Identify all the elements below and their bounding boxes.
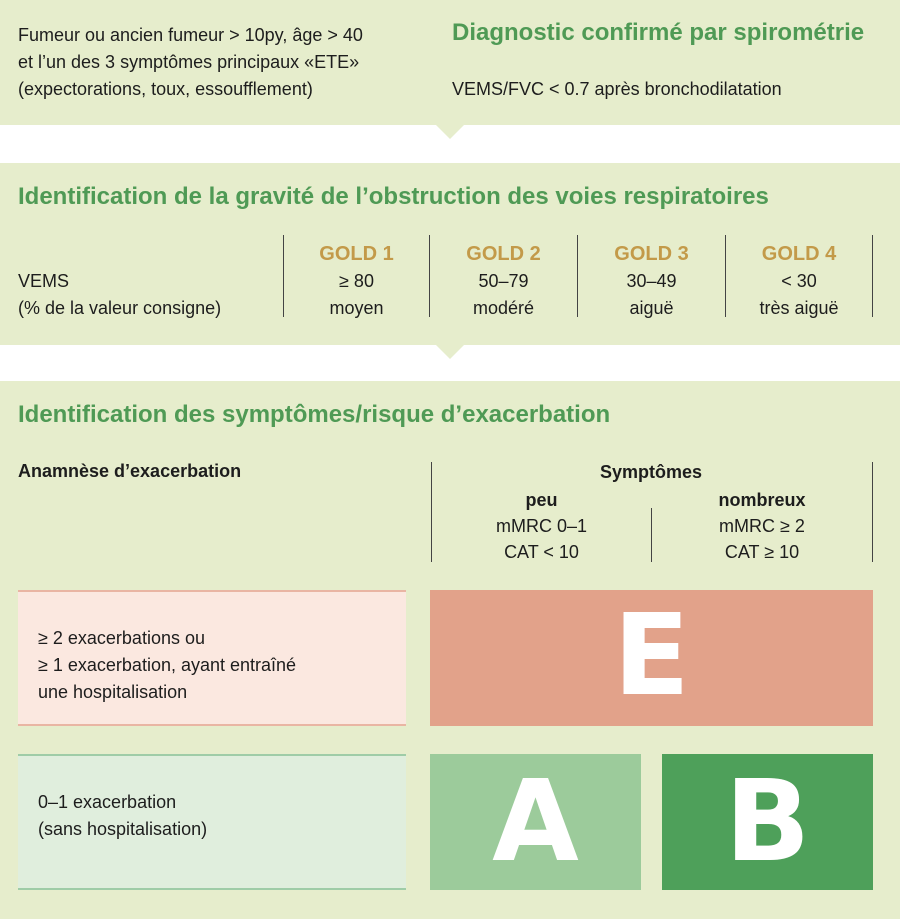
severity-title: Identification de la gravité de l’obstruction des voies respiratoires	[18, 183, 769, 210]
symptoms-few-label: peu	[525, 490, 558, 510]
criteria-line: Fumeur ou ancien fumeur > 10py, âge > 40	[18, 25, 363, 45]
gold-column-1	[284, 241, 429, 322]
vems-label: VEMS	[18, 271, 70, 291]
gold-value: 50–79	[478, 271, 529, 291]
symptoms-many-cat: CAT ≥ 10	[724, 542, 800, 562]
gold-value: ≥ 80	[339, 271, 374, 291]
symptoms-many-mmrc: mMRC ≥ 2	[719, 516, 805, 536]
gold-column-3	[578, 241, 725, 322]
symptoms-few-cat: CAT < 10	[504, 542, 579, 562]
gold-column-4	[726, 241, 872, 322]
gold-grade: GOLD 1	[319, 243, 394, 265]
gold-grade: GOLD 4	[761, 243, 837, 265]
gold-severity: moyen	[329, 298, 384, 318]
low-risk-line: (sans hospitalisation)	[38, 819, 208, 839]
symptoms-few	[432, 487, 651, 565]
symptoms-few-mmrc: mMRC 0–1	[495, 516, 588, 536]
criteria-text	[18, 22, 438, 103]
divider	[872, 235, 873, 317]
high-risk-line: une hospitalisation	[38, 682, 188, 702]
gold-value: 30–49	[626, 271, 677, 291]
group-b-label: B	[724, 757, 811, 887]
diagnosis-title: Diagnostic confirmé par spirométrie	[452, 19, 865, 46]
divider	[872, 462, 873, 562]
gold-severity: modéré	[472, 298, 535, 318]
high-risk-text	[38, 625, 296, 706]
criteria-line: (expectorations, toux, essoufflement)	[18, 79, 313, 99]
panel-arrow	[436, 345, 464, 359]
gold-column-2	[430, 241, 577, 322]
panel-arrow	[436, 125, 464, 139]
high-risk-line: ≥ 2 exacerbations ou	[38, 628, 205, 648]
history-header: Anamnèse d’exacerbation	[18, 461, 242, 481]
gold-grade: GOLD 3	[614, 243, 689, 265]
symptoms-many	[652, 487, 872, 565]
criteria-line: et l’un des 3 symptômes principaux «ETE»	[18, 52, 360, 72]
gold-grade: GOLD 2	[466, 243, 541, 265]
diagnosis-text: VEMS/FVC < 0.7 après bronchodilatation	[452, 79, 782, 99]
group-a-label: A	[492, 757, 579, 887]
low-risk-line: 0–1 exacerbation	[38, 792, 177, 812]
gold-severity: aiguë	[629, 298, 674, 318]
gold-severity: très aiguë	[759, 298, 839, 318]
risk-title: Identification des symptômes/risque d’exacerbation	[18, 401, 611, 428]
gold-value: < 30	[781, 271, 817, 291]
vems-sublabel: (% de la valeur consigne)	[18, 298, 222, 318]
symptoms-many-label: nombreux	[718, 490, 806, 510]
high-risk-line: ≥ 1 exacerbation, ayant entraîné	[38, 655, 297, 675]
low-risk-text	[38, 789, 207, 843]
group-e-label: E	[613, 591, 690, 721]
symptoms-header: Symptômes	[599, 462, 703, 482]
